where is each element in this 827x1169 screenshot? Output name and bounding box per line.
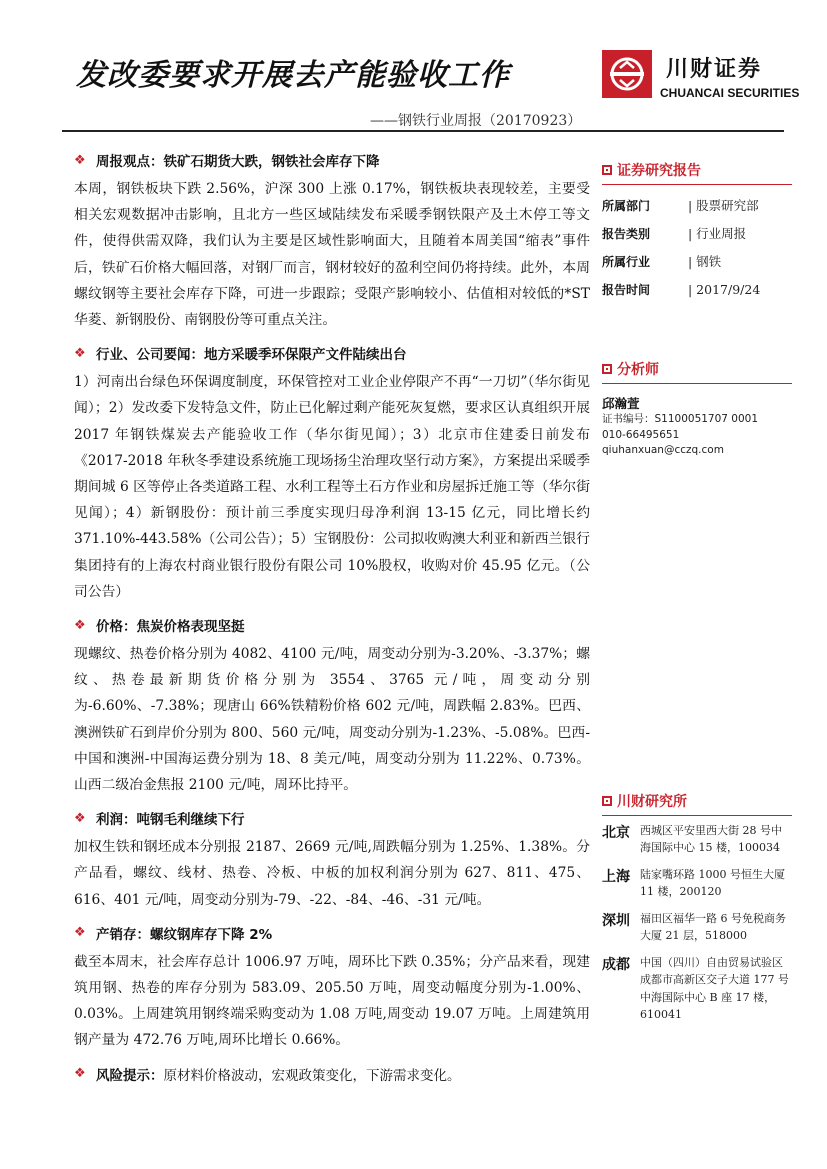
section-heading (74, 337, 590, 369)
report-type-label: 证券研究报告 (617, 163, 701, 179)
meta-row (602, 191, 792, 219)
analyst-name: 邱瀚萱 (602, 396, 640, 411)
section-heading (74, 144, 590, 176)
meta-value: | 2017/9/24 (688, 281, 761, 297)
office-address: 陆家嘴环路 1000 号恒生大厦 11 楼，200120 (640, 867, 785, 898)
section-heading (74, 917, 590, 949)
office-city: 上海 (602, 868, 630, 885)
section-heading-text: 周报观点：铁矿石期货大跌，钢铁社会库存下降 (96, 154, 380, 170)
main-content (74, 142, 590, 1090)
sidebar-rule (602, 383, 792, 384)
office-row (602, 910, 792, 945)
sidebar-rule (602, 184, 792, 185)
section-paragraph: 1）河南出台绿色环保调度制度，环保管控对工业企业停限产不再“一刀切”（华尔街见闻）；2）发改委下发特急文件，防止已化解过剩产能死灰复燃，要求区认真组织开展 2017 年钢铁煤炭去产能验收工作（华尔街见闻）；3）北京市住建委日前发布《2017-2018 年秋冬季建设系统施工现场扬尘治理攻坚行动方案》，方案提出采暖季期间城 6 区等停止各类道路工程、水利工程等土石方作业和房屋拆迁施工等（华尔街见闻）；4）新钢股份：预计前三季度实现归母净利润 13-15 亿元，同比增长约 371.10%-443.58%（公司公告）；5）宝钢股份：公司拟收购澳大利亚和新西兰银行集团持有的上海农村商业银行股份有限公司 10%股权，收购对价 45.95 亿元。（公司公告） (74, 374, 590, 600)
square-bullet-icon (602, 165, 612, 175)
section-heading-text: 行业、公司要闻：地方采暖季环保限产文件陆续出台 (96, 347, 407, 364)
meta-row (602, 219, 792, 247)
meta-value: | 钢铁 (688, 254, 722, 269)
logo-english-name: CHUANCAI SECURITIES (660, 86, 800, 100)
risk-heading: 风险提示： (96, 1067, 164, 1084)
logo-chinese-name: 川财证券 (666, 57, 763, 82)
office-city: 北京 (602, 824, 630, 841)
logo-mark-icon (602, 50, 652, 98)
square-bullet-icon (602, 796, 612, 806)
meta-key: 报告类别 (602, 226, 651, 241)
analyst-email[interactable]: qiuhanxuan@cczq.com (602, 444, 724, 456)
office-row (602, 954, 792, 1024)
section-paragraph: 截至本周末，社会库存总计 1006.97 万吨，周环比下跌 0.35%；分产品来看，现建筑用钢、热卷的库存分别为 583.09、205.50 万吨，周变动幅度分别为-1.00%、0.03%。上周建筑用钢终端采购变动为 1.08 万吨,周变动 19.07 万吨。上周建筑用钢产量为 472.76 万吨,周环比增长 0.66%。 (74, 953, 590, 1049)
report-title: 发改委要求开展去产能验收工作 (76, 58, 510, 93)
office-address: 中国（四川）自由贸易试验区成都市高新区交子大道 177 号中海国际中心 B 座 17 楼，610041 (640, 955, 789, 1021)
diamond-bullet-icon: ❖ (74, 810, 86, 826)
diamond-bullet-icon: ❖ (74, 345, 86, 361)
office-row (602, 822, 792, 857)
sidebar (602, 158, 792, 1033)
meta-row (602, 247, 792, 275)
analyst-heading (602, 357, 792, 381)
analyst-phone: 010-66495651 (602, 428, 680, 441)
section-paragraph: 本周，钢铁板块下跌 2.56%，沪深 300 上涨 0.17%，钢铁板块表现较差，主要受相关宏观数据冲击影响，且北方一些区域陆续发布采暖季钢铁限产及土木停工等文件，使得供需双降，我们认为主要是区域性影响面大，且随着本周美国“缩表”事件后，铁矿石价格大幅回落，对钢厂而言，钢材较好的盈利空间仍将持续。此外，本周螺纹钢等主要社会库存下降，可进一步跟踪；受限产影响较小、估值相对较低的*ST 华菱、新钢股份、南钢股份等可重点关注。 (74, 181, 590, 329)
analyst-cert: 证书编号：S1100051707 0001 (602, 413, 759, 425)
institute-heading (602, 789, 792, 813)
square-bullet-icon (602, 364, 612, 374)
meta-key: 所属行业 (602, 254, 651, 269)
meta-key: 报告时间 (602, 282, 651, 297)
section-heading-text: 产销存：螺纹钢库存下降 2% (96, 926, 273, 943)
section-paragraph: 现螺纹、热卷价格分别为 4082、4100 元/吨，周变动分别为-3.20%、-3.37%；螺纹、热卷最新期货价格分别为 3554、3765 元/吨，周变动分别为-6.60%、-7.38%；现唐山 66%铁精粉价格 602 元/吨，周跌幅 2.83%。巴西、澳洲铁矿石到岸价分别为 800、560 元/吨，周变动分别为-1.23%、-5.08%。巴西-中国和澳洲-中国海运费分别为 18、8 美元/吨，周变动分别为 11.22%、0.73%。山西二级冶金焦报 2100 元/吨，周环比持平。 (74, 646, 590, 794)
diamond-bullet-icon: ❖ (74, 1066, 86, 1082)
analyst-heading-label: 分析师 (617, 362, 659, 378)
section-heading (74, 802, 590, 834)
meta-key: 所属部门 (602, 198, 651, 213)
office-city: 成都 (602, 956, 630, 973)
report-subtitle: ——钢铁行业周报（20170923） (370, 113, 582, 129)
office-address: 西城区平安里西大街 28 号中海国际中心 15 楼，100034 (640, 823, 782, 854)
report-type-heading (602, 158, 792, 182)
meta-row (602, 275, 792, 303)
section-heading-text: 价格：焦炭价格表现坚挺 (96, 619, 245, 636)
section-paragraph: 加权生铁和钢坯成本分别报 2187、2669 元/吨,周跌幅分别为 1.25%、1.38%。分产品看，螺纹、线材、热卷、冷板、中板的加权利润分别为 627、811、475、616、401 元/吨，周变动分别为-79、-22、-84、-46、-31 元/吨。 (74, 839, 590, 908)
sidebar-rule (602, 815, 792, 816)
chuancai-logo (602, 48, 800, 104)
section-heading-text: 利润：吨钢毛利继续下行 (96, 812, 245, 829)
office-address: 福田区福华一路 6 号免税商务大厦 21 层，518000 (640, 911, 786, 942)
risk-text: 原材料价格波动，宏观政策变化，下游需求变化。 (163, 1067, 461, 1084)
meta-value: | 行业周报 (688, 226, 747, 241)
office-city: 深圳 (602, 912, 630, 929)
office-row (602, 866, 792, 901)
diamond-bullet-icon: ❖ (74, 617, 86, 633)
diamond-bullet-icon: ❖ (74, 152, 86, 168)
meta-value: | 股票研究部 (688, 198, 759, 213)
header-rule (62, 130, 784, 132)
risk-section (74, 1058, 590, 1090)
institute-heading-label: 川财研究所 (617, 793, 687, 810)
section-heading (74, 609, 590, 641)
diamond-bullet-icon: ❖ (74, 925, 86, 941)
